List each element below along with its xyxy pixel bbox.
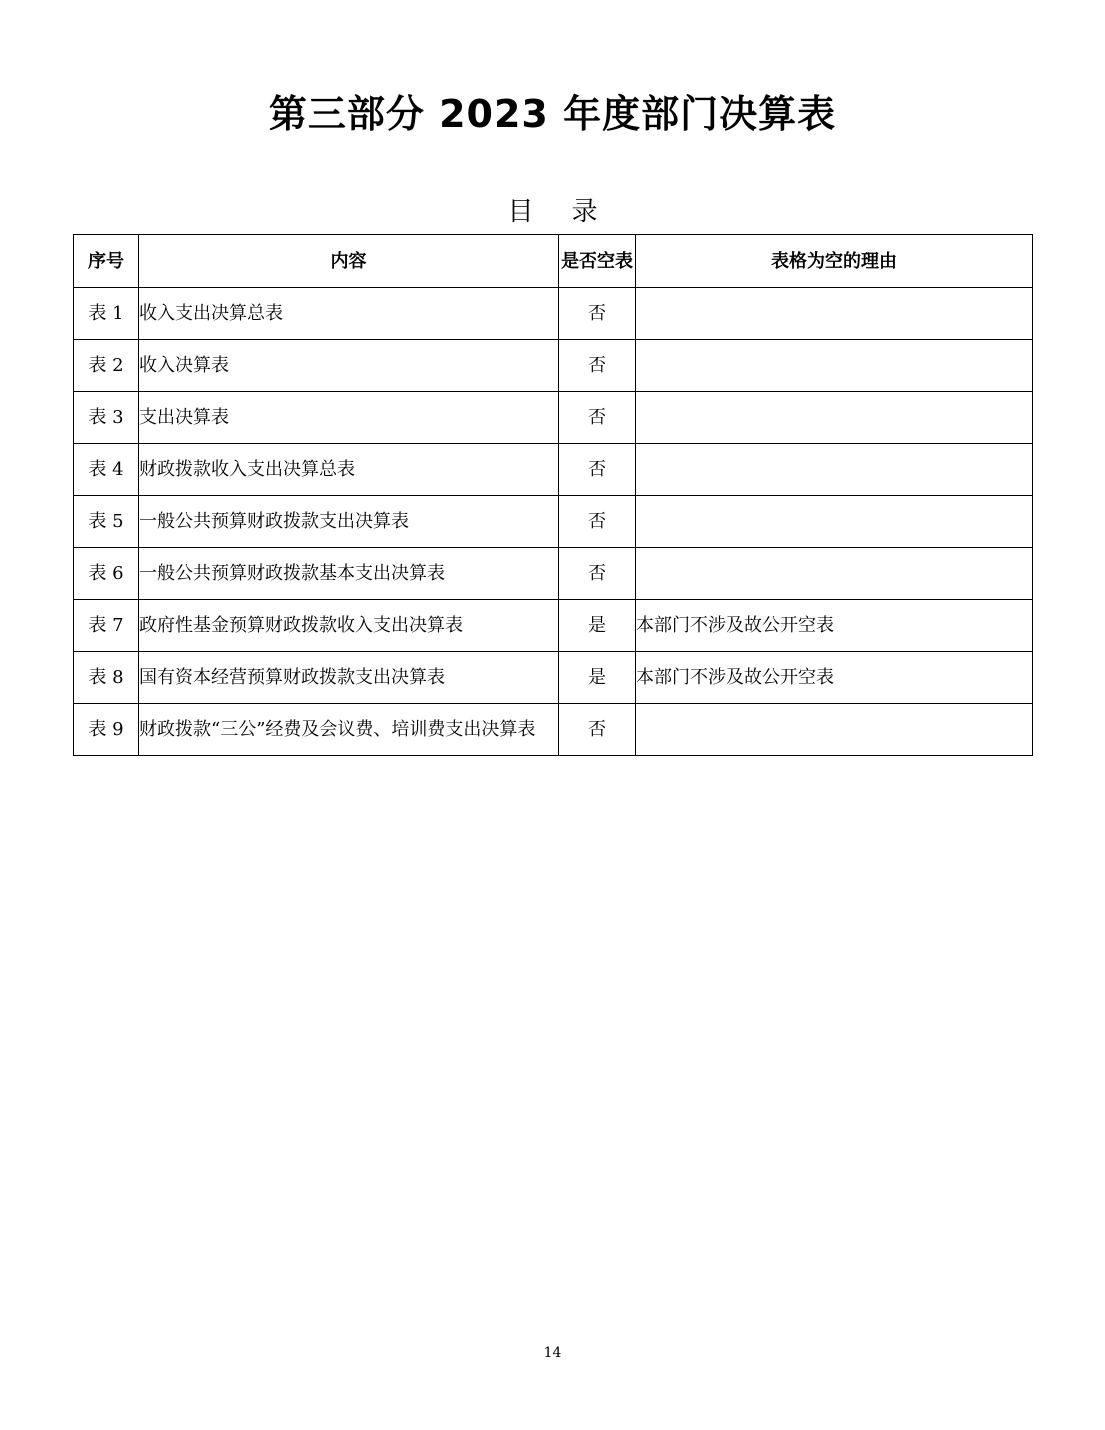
- row-is-empty: 否: [559, 496, 636, 548]
- row-content: 收入支出决算总表: [139, 288, 559, 340]
- table-row: [74, 652, 1033, 704]
- table-row: [74, 548, 1033, 600]
- row-content: 一般公共预算财政拨款基本支出决算表: [139, 548, 559, 600]
- row-is-empty: 否: [559, 444, 636, 496]
- header-content: 内容: [139, 235, 559, 288]
- row-content: 国有资本经营预算财政拨款支出决算表: [139, 652, 559, 704]
- row-reason: 本部门不涉及故公开空表: [636, 652, 1033, 704]
- row-no: 表 6: [74, 548, 139, 600]
- row-no: 表 5: [74, 496, 139, 548]
- table-row: [74, 600, 1033, 652]
- row-no: 表 9: [74, 704, 139, 756]
- toc-table: [73, 234, 1033, 756]
- row-is-empty: 否: [559, 704, 636, 756]
- row-no: 表 3: [74, 392, 139, 444]
- table-row: [74, 288, 1033, 340]
- row-no: 表 2: [74, 340, 139, 392]
- row-reason: 本部门不涉及故公开空表: [636, 600, 1033, 652]
- table-header-row: [74, 235, 1033, 288]
- row-reason: [636, 288, 1033, 340]
- row-content: 政府性基金预算财政拨款收入支出决算表: [139, 600, 559, 652]
- header-no: 序号: [74, 235, 139, 288]
- row-is-empty: 否: [559, 288, 636, 340]
- page-number: 14: [543, 1345, 562, 1361]
- row-no: 表 8: [74, 652, 139, 704]
- row-reason: [636, 496, 1033, 548]
- toc-heading: 目录: [507, 197, 636, 227]
- table-row: [74, 704, 1033, 756]
- row-no: 表 1: [74, 288, 139, 340]
- row-is-empty: 否: [559, 340, 636, 392]
- row-reason: [636, 548, 1033, 600]
- row-content: 支出决算表: [139, 392, 559, 444]
- row-content: 财政拨款收入支出决算总表: [139, 444, 559, 496]
- row-reason: [636, 444, 1033, 496]
- row-content: 收入决算表: [139, 340, 559, 392]
- row-reason: [636, 704, 1033, 756]
- header-reason: 表格为空的理由: [636, 235, 1033, 288]
- row-is-empty: 否: [559, 548, 636, 600]
- table-row: [74, 392, 1033, 444]
- table-row: [74, 340, 1033, 392]
- row-is-empty: 是: [559, 652, 636, 704]
- table-row: [74, 444, 1033, 496]
- row-no: 表 7: [74, 600, 139, 652]
- header-is-empty: 是否空表: [559, 235, 636, 288]
- row-reason: [636, 340, 1033, 392]
- row-is-empty: 否: [559, 392, 636, 444]
- row-reason: [636, 392, 1033, 444]
- row-content: 一般公共预算财政拨款支出决算表: [139, 496, 559, 548]
- page-title: 第三部分 2023 年度部门决算表: [268, 92, 837, 136]
- table-row: [74, 496, 1033, 548]
- row-is-empty: 是: [559, 600, 636, 652]
- row-no: 表 4: [74, 444, 139, 496]
- row-content: 财政拨款“三公”经费及会议费、培训费支出决算表: [139, 704, 559, 756]
